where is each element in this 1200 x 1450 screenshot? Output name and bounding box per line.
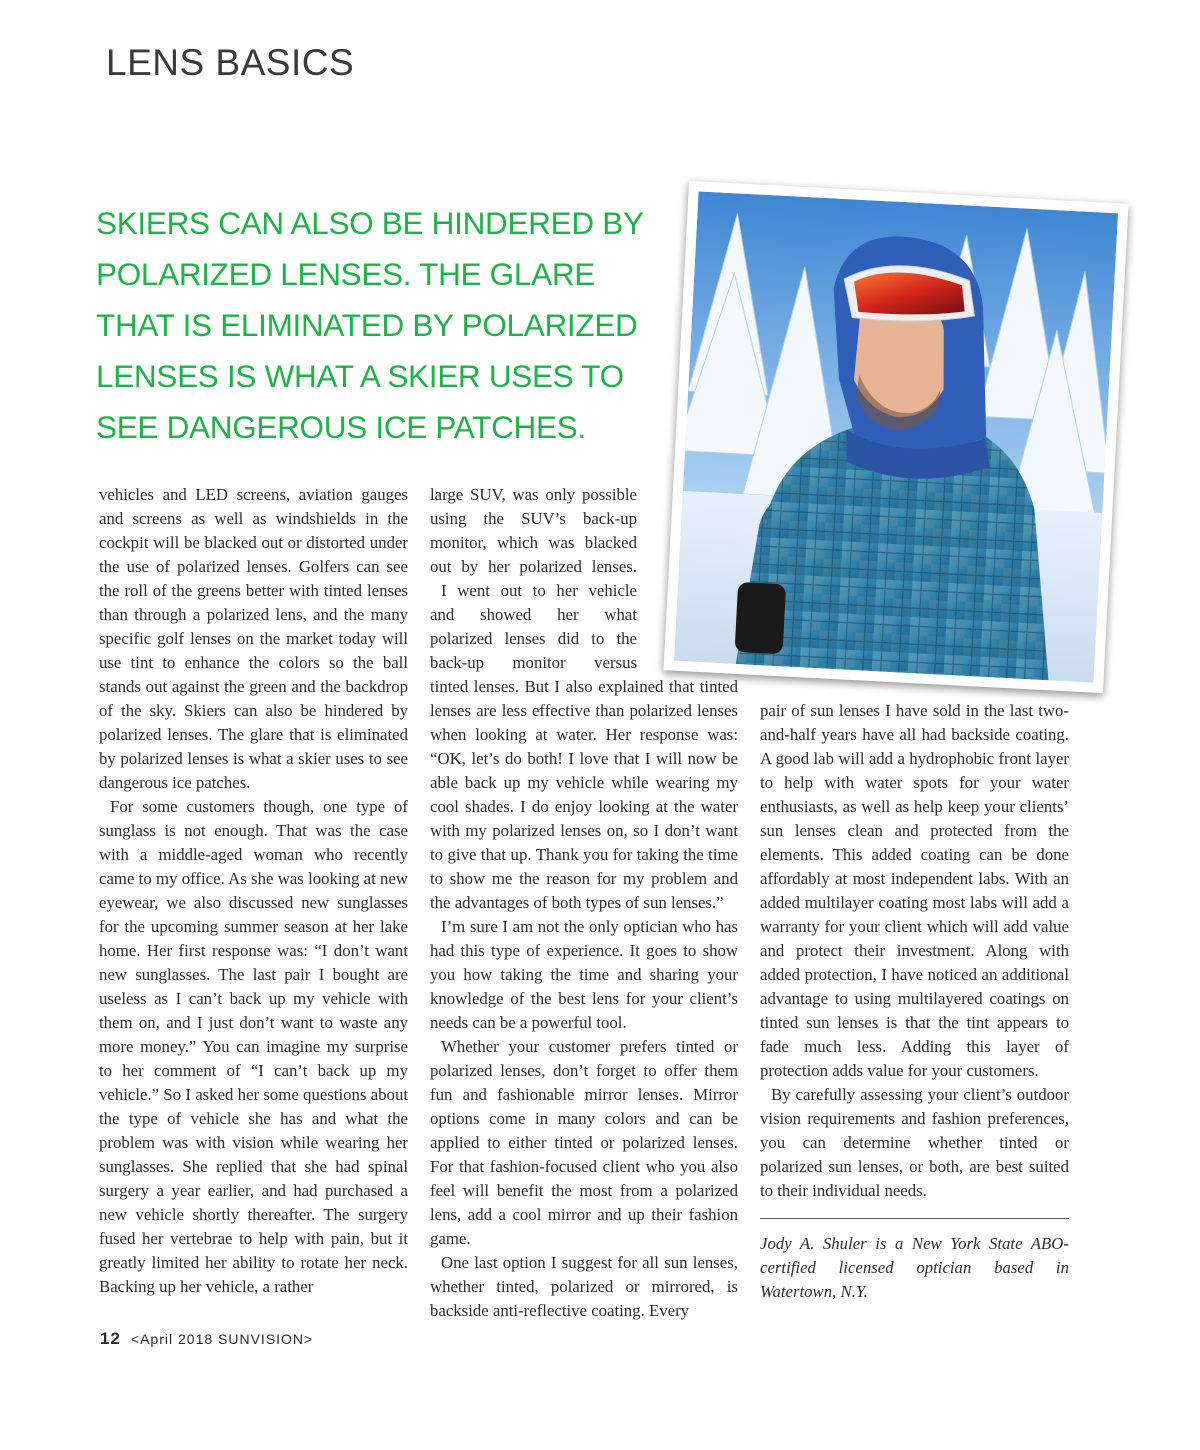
skier-illustration bbox=[674, 191, 1118, 682]
paragraph: vehicles and LED screens, aviation gauges and screens as well as windshields in the cockpit will be blacked out or distorted under the use of polarized lenses. Golfers can see the roll of the greens better with tinted lenses than through a polarized lens, and the many specific golf lenses on the market today will use tint to enhance the colors so the ball stands out against the green and the backdrop of the sky. Skiers can also be hindered by polarized lenses. The glare that is eliminated by polarized lenses is what a skier uses to see dangerous ice patches. bbox=[99, 485, 408, 792]
article-column-2 bbox=[430, 483, 738, 1323]
paragraph: By carefully assessing your client’s outdoor vision requirements and fashion preferences, you can determine whether tinted or polarized sun lenses, or both, are best suited to their individual needs. bbox=[760, 1085, 1069, 1200]
divider bbox=[760, 1218, 1069, 1219]
text-line: large SUV, was only possible bbox=[430, 485, 637, 504]
paragraph: Whether your customer prefers tinted or polarized lenses, don’t forget to offer them fun and fashionable mirror lenses. Mirror options come in many colors and can be applied to either tinted or polarized lenses. For that fashion-focused client who you also feel will benefit the most from a polarized lens, add a cool mirror and up their fashion game. bbox=[430, 1037, 738, 1248]
paragraph: For some customers though, one type of sunglass is not enough. That was the case with a middle-aged woman who recently came to my office. As she was looking at new eyewear, we also discussed new sunglasses for the upcoming summer season at her lake home. Her first response was: “I don’t want new sunglasses. The last pair I bought are useless as I can’t back up my vehicle with them on, and I just don’t want to waste any more money.” You can imagine my surprise to her comment of “I can’t back up my vehicle.” So I asked her some questions about the type of vehicle she has and what the problem was with vision while wearing her sunglasses. She replied that she had spinal surgery a year earlier, and had purchased a new vehicle shortly thereafter. The surgery fused her vertebrae to help with pain, but it greatly limited her ability to rotate her neck. Backing up her vehicle, a rather bbox=[99, 797, 408, 1296]
text-line: and showed her what bbox=[430, 605, 637, 624]
page-footer bbox=[100, 1329, 313, 1349]
author-bio: Jody A. Shuler is a New York State ABO-certified licensed optician based in Watertown, N.Y. bbox=[760, 1234, 1069, 1301]
text-line: I went out to her vehicle bbox=[441, 581, 637, 600]
article-column-3 bbox=[760, 699, 1069, 1304]
pull-quote-line: LENSES IS WHAT A SKIER USES TO bbox=[96, 358, 624, 394]
article-column-1 bbox=[99, 483, 408, 1299]
pull-quote-line: SEE DANGEROUS ICE PATCHES. bbox=[96, 409, 586, 445]
issue-label: <April 2018 SUNVISION> bbox=[130, 1331, 314, 1347]
pull-quote bbox=[96, 198, 676, 453]
pull-quote-line: THAT IS ELIMINATED BY POLARIZED bbox=[96, 307, 638, 343]
text-line: using the SUV’s back-up bbox=[430, 509, 637, 528]
pull-quote-line: SKIERS CAN ALSO BE HINDERED BY bbox=[96, 205, 644, 241]
text-line: polarized lenses did to the bbox=[430, 629, 637, 648]
paragraph: I’m sure I am not the only optician who has had this type of experience. It goes to show you how taking the time and sharing your knowledge of the best lens for your client’s needs can be a powerful tool. bbox=[430, 917, 738, 1032]
text-line: out by her polarized lenses. bbox=[430, 557, 637, 576]
text-line: monitor, which was blacked bbox=[430, 533, 637, 552]
pull-quote-line: POLARIZED LENSES. THE GLARE bbox=[96, 256, 595, 292]
section-title: LENS BASICS bbox=[106, 42, 355, 83]
paragraph: tinted lenses. But I also explained that tinted lenses are less effective than polarized lenses when looking at water. Her response was: “OK, let’s do both! I love that I will now be able back up my vehicle while wearing my cool shades. I do enjoy looking at the water with my polarized lenses on, so I don’t want to give that up. Thank you for taking the time to show me the reason for my problem and the advantages of both types of sun lenses.” bbox=[430, 677, 738, 912]
paragraph: pair of sun lenses I have sold in the last two-and-half years have all had backside coating. A good lab will add a hydrophobic front layer to help with water spots for your water enthusiasts, as well as help keep your clients’ sun lenses clean and protected from the elements. This added coating can be done affordably at most independent labs. With an added multilayer coating most labs will add a warranty for your client which will add value and protect their investment. Along with added protection, I have noticed an additional advantage to using multilayered coatings on tinted sun lenses is that the tint appears to fade much less. Adding this layer of protection adds value for your customers. bbox=[760, 701, 1069, 1080]
page-number: 12 bbox=[100, 1329, 121, 1348]
paragraph: One last option I suggest for all sun lenses, whether tinted, polarized or mirrored, is backside anti-reflective coating. Every bbox=[430, 1253, 738, 1320]
text-line: back-up monitor versus bbox=[430, 653, 637, 672]
